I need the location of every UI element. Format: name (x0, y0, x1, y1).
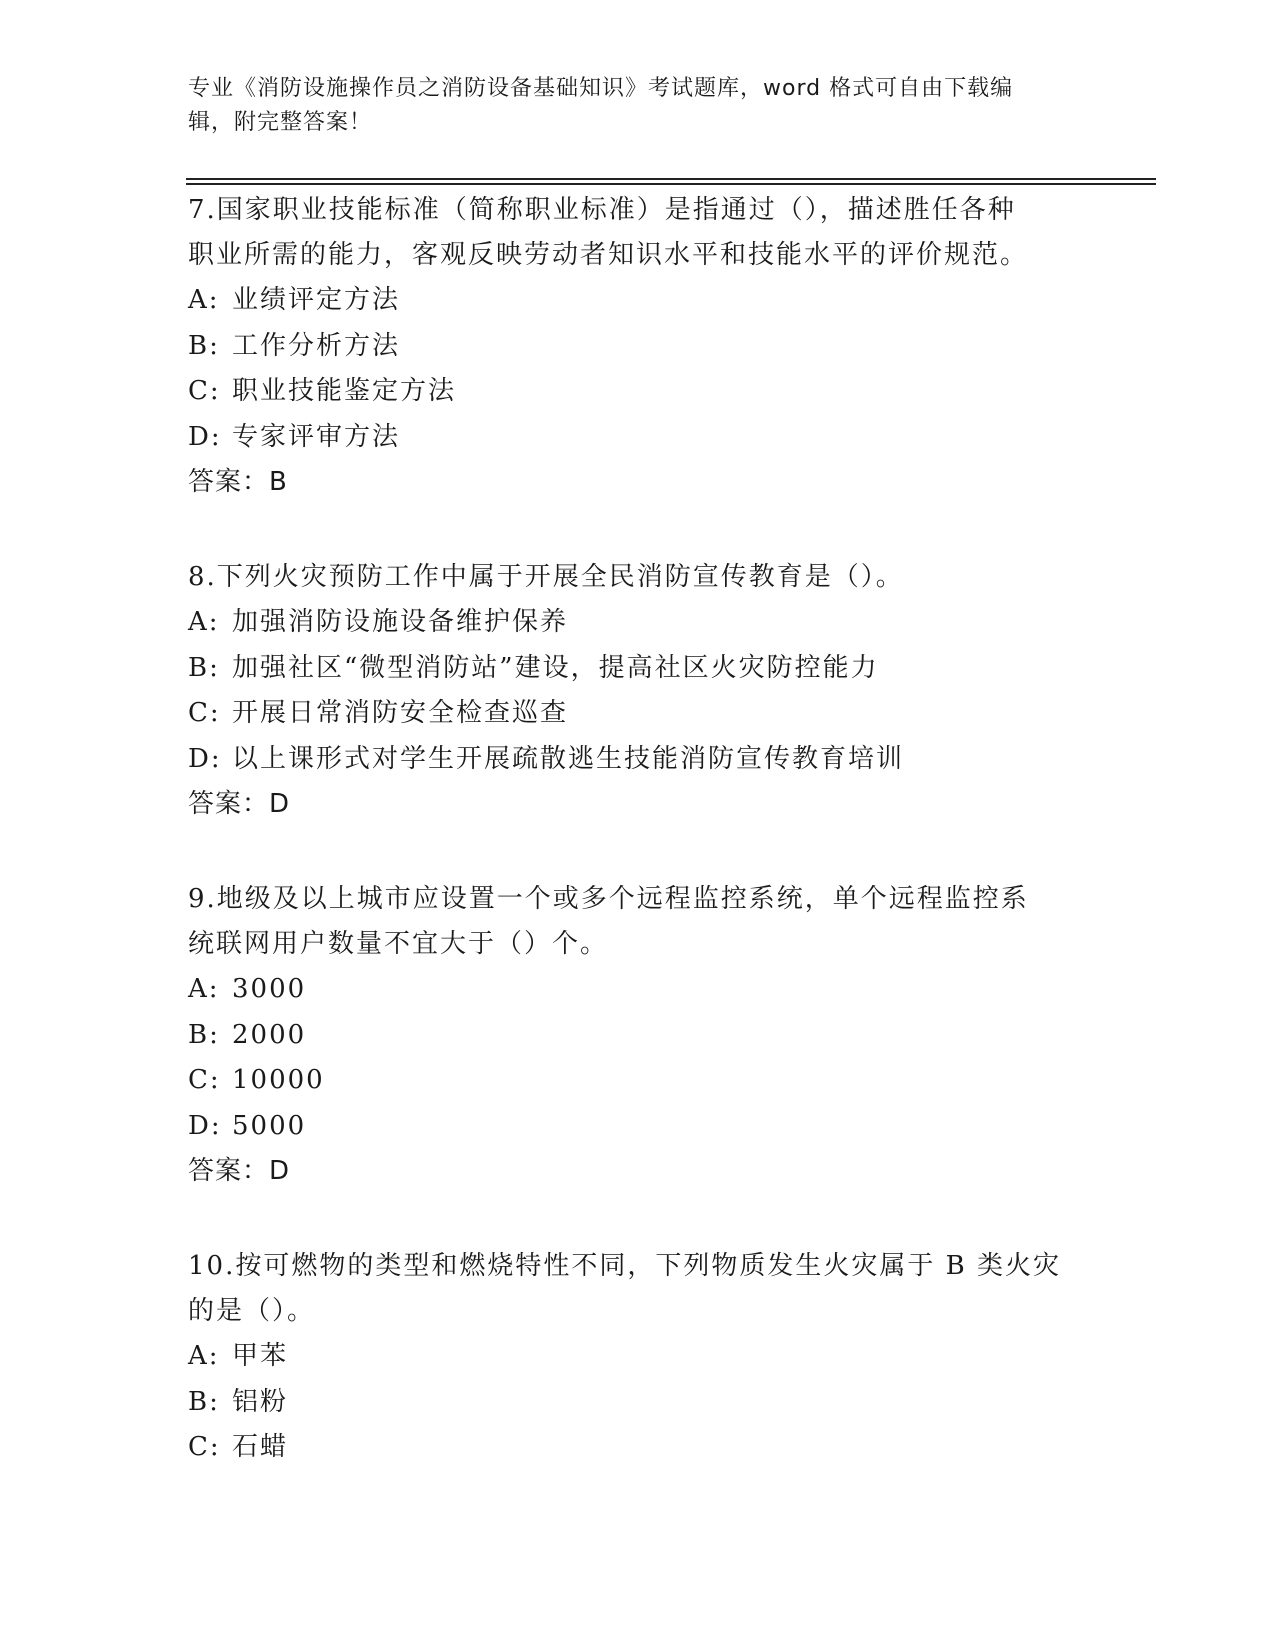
option-list (188, 1334, 1088, 1471)
option-c (188, 1425, 1088, 1471)
question-list (188, 188, 1088, 1521)
option-key: D: (188, 743, 222, 774)
header-line-2: 辑，附完整答案！ (188, 110, 373, 135)
stem-line-2: 统联网用户数量不宜大于（）个。 (188, 929, 609, 959)
option-key: A: (188, 974, 220, 1004)
option-key: B: (188, 330, 220, 361)
option-key: C: (188, 1432, 221, 1462)
option-c (188, 1058, 1088, 1104)
option-a (188, 278, 1088, 324)
option-text: 业绩评定方法 (232, 285, 401, 315)
option-key: D: (188, 421, 222, 452)
question-8 (188, 555, 1088, 827)
option-d (188, 415, 1088, 461)
question-stem (188, 188, 1088, 278)
question-stem (188, 1244, 1088, 1334)
option-text: 工作分析方法 (232, 330, 401, 361)
option-text: 3000 (232, 974, 307, 1004)
option-key: B: (188, 652, 220, 683)
option-c (188, 369, 1088, 415)
option-b (188, 324, 1088, 370)
option-text: 10000 (232, 1065, 325, 1095)
stem-line-1: 8.下列火灾预防工作中属于开展全民消防宣传教育是（）。 (188, 562, 904, 592)
option-text: 加强社区“微型消防站”建设，提高社区火灾防控能力 (232, 652, 879, 683)
option-key: A: (188, 607, 220, 637)
answer-label: 答案：D (188, 1156, 291, 1186)
option-text: 加强消防设施设备维护保养 (232, 607, 569, 637)
option-b (188, 1013, 1088, 1059)
option-a (188, 967, 1088, 1013)
option-d (188, 737, 1088, 783)
option-a (188, 600, 1088, 646)
header-divider-bottom (186, 183, 1156, 185)
option-b (188, 1380, 1088, 1426)
option-key: B: (188, 1386, 220, 1417)
option-text: 石蜡 (232, 1432, 289, 1462)
answer-label: 答案：D (188, 789, 291, 819)
option-key: D: (188, 1110, 222, 1141)
option-key: A: (188, 285, 220, 315)
option-list (188, 967, 1088, 1149)
question-10 (188, 1244, 1088, 1471)
option-text: 5000 (232, 1110, 307, 1141)
option-text: 2000 (232, 1019, 307, 1050)
question-stem (188, 555, 1088, 600)
stem-line-2: 的是（）。 (188, 1296, 316, 1326)
header-line-1: 专业《消防设施操作员之消防设备基础知识》考试题库，word 格式可自由下载编 (188, 76, 1014, 101)
option-text: 以上课形式对学生开展疏散逃生技能消防宣传教育培训 (232, 743, 905, 774)
document-header (188, 72, 1068, 140)
stem-line-1: 9.地级及以上城市应设置一个或多个远程监控系统，单个远程监控系 (188, 884, 1029, 914)
option-list (188, 600, 1088, 782)
option-key: C: (188, 1065, 221, 1095)
option-text: 职业技能鉴定方法 (232, 376, 457, 406)
option-text: 铝粉 (232, 1386, 289, 1417)
option-text: 专家评审方法 (232, 421, 401, 452)
answer-label: 答案：B (188, 467, 288, 497)
option-text: 开展日常消防安全检查巡查 (232, 698, 569, 728)
option-list (188, 278, 1088, 460)
option-d (188, 1104, 1088, 1150)
stem-line-2: 职业所需的能力，客观反映劳动者知识水平和技能水平的评价规范。 (188, 240, 1029, 270)
question-7 (188, 188, 1088, 505)
question-9 (188, 877, 1088, 1194)
option-b (188, 646, 1088, 692)
option-key: C: (188, 698, 221, 728)
option-text: 甲苯 (232, 1341, 289, 1371)
option-a (188, 1334, 1088, 1380)
stem-line-1: 7.国家职业技能标准（简称职业标准）是指通过（），描述胜任各种 (188, 195, 1016, 225)
stem-line-1: 10.按可燃物的类型和燃烧特性不同，下列物质发生火灾属于 B 类火灾 (188, 1251, 1061, 1281)
option-key: C: (188, 376, 221, 406)
question-stem (188, 877, 1088, 967)
header-divider-top (186, 178, 1156, 180)
option-key: A: (188, 1341, 220, 1371)
option-c (188, 691, 1088, 737)
option-key: B: (188, 1019, 220, 1050)
